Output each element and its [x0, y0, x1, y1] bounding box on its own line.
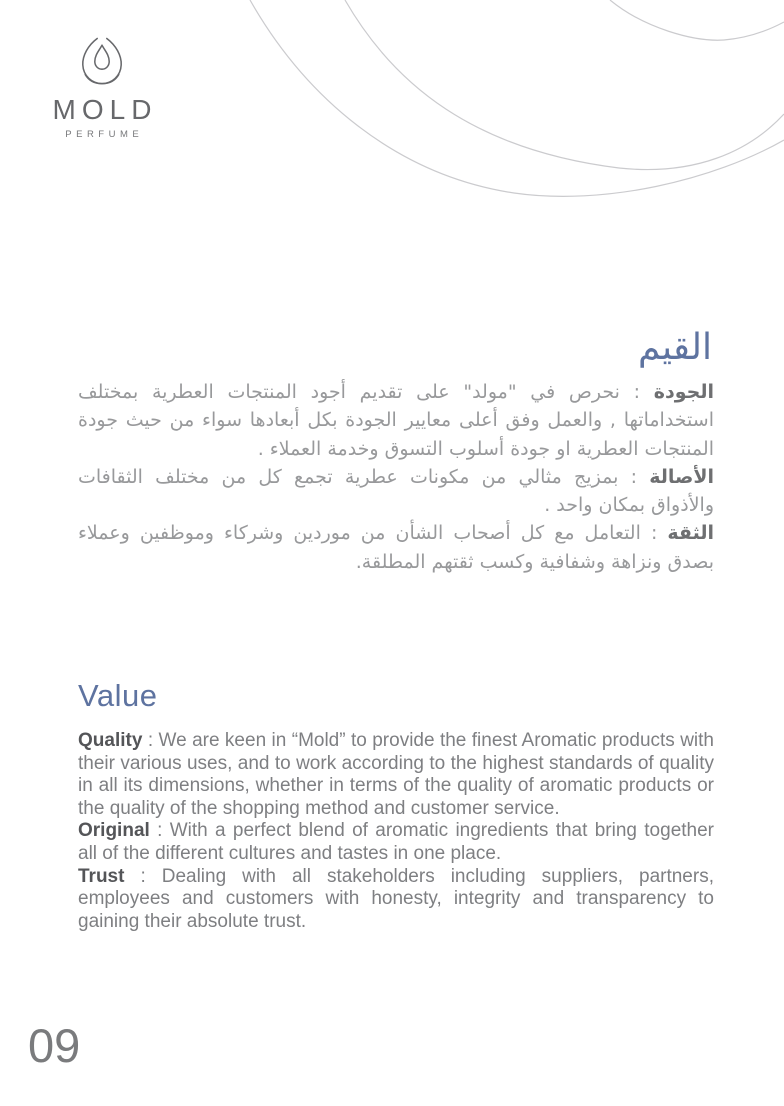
page-number: 09 [28, 1019, 81, 1072]
values-heading-arabic: القيم [637, 327, 712, 368]
value-lead-ar-quality: الجودة [653, 381, 715, 403]
value-paragraph-en-original [78, 820, 714, 865]
values-body-arabic [78, 378, 714, 576]
value-text-en-quality: We are keen in “Mold” to provide the finest Aromatic products with their various uses, and to work according to the highest standards of quality in all its dimensions, whether in terms of the quality of aromatic products or the quality of the shopping method and customer service. [78, 730, 714, 819]
value-text-ar-quality: نحرص في "مولد" على تقديم أجود المنتجات العطرية بمختلف استخداماتها , والعمل وفق أعلى معايير الجودة بكل أبعادها سواء من حيث جودة المنتجات العطرية او جودة أسلوب التسوق وخدمة العملاء . [78, 381, 714, 460]
value-sep: : [142, 730, 159, 751]
brand-name: MOLD [52, 94, 158, 125]
brand-subtitle: PERFUME [65, 129, 144, 140]
drop-bloom-icon [78, 36, 126, 88]
curve-inner [345, 0, 784, 170]
value-paragraph-ar-quality [78, 378, 714, 463]
value-lead-en-original: Original [78, 820, 150, 842]
values-body-english [78, 730, 714, 933]
value-sep: : [149, 820, 170, 842]
decorative-curves [244, 0, 784, 220]
value-lead-ar-trust: الثقة [667, 522, 715, 545]
value-sep: : [618, 465, 650, 488]
value-paragraph-en-quality [78, 730, 714, 820]
value-sep: : [640, 522, 668, 545]
curve-outer [250, 0, 784, 196]
value-text-en-original: With a perfect blend of aromatic ingredients that bring together all of the different cultures and tastes in one place. [78, 820, 714, 864]
curve-small [610, 0, 784, 40]
value-lead-en-quality: Quality [78, 730, 143, 751]
value-sep: : [124, 865, 162, 887]
value-sep: : [619, 381, 654, 403]
value-text-ar-original: بمزيج مثالي من مكونات عطرية تجمع كل من مختلف الثقافات والأذواق بمكان واحد . [78, 465, 714, 517]
values-heading-english: Value [78, 678, 158, 713]
value-text-en-trust: Dealing with all stakeholders including suppliers, partners, employees and customers with honesty, integrity and transparency to gaining their absolute trust. [78, 865, 714, 932]
value-lead-ar-original: الأصالة [649, 465, 715, 488]
value-text-ar-trust: التعامل مع كل أصحاب الشأن من موردين وشركاء وموظفين وعملاء بصدق ونزاهة وشفافية وكسب ثقتهم المطلقة. [78, 522, 714, 573]
value-paragraph-en-trust [78, 866, 714, 934]
value-paragraph-ar-trust [78, 519, 714, 576]
brand-logo [44, 36, 160, 140]
value-lead-en-trust: Trust [78, 865, 125, 887]
value-paragraph-ar-original [78, 463, 714, 520]
